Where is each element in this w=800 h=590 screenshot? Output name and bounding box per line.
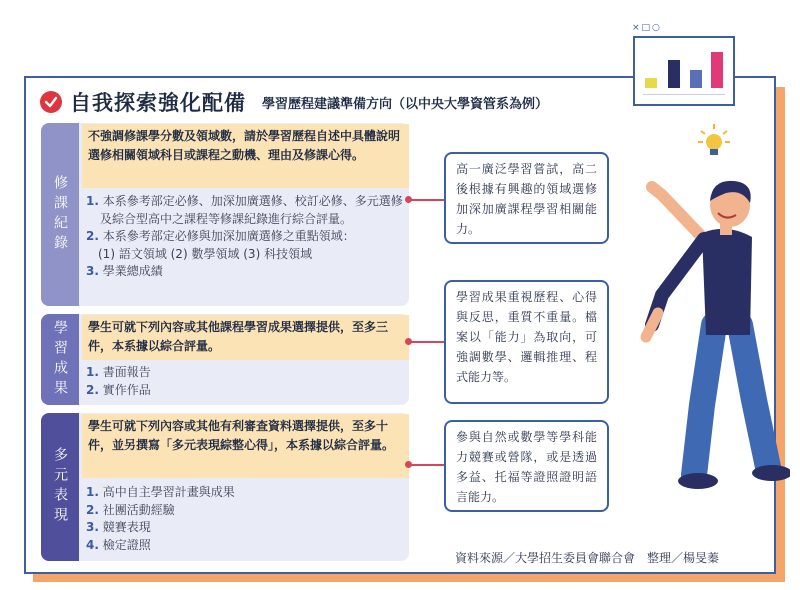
section-tab (41, 413, 79, 561)
item-text: 書面報告 (102, 365, 151, 379)
section-items (86, 364, 404, 399)
item-text: 檢定證照 (102, 537, 151, 552)
item-number: 1. (86, 194, 99, 208)
list-item (86, 228, 404, 246)
item-text: 本系參考部定必修與加深加廣選修之重點領域： (102, 229, 355, 243)
list-item (86, 193, 404, 228)
list-item (86, 502, 404, 520)
section-items (86, 193, 404, 281)
item-text: 高中自主學習計畫與成果 (102, 485, 235, 499)
item-number: 2. (86, 229, 99, 243)
list-item (86, 263, 404, 281)
connector-line (410, 341, 445, 343)
callout-box: 高一廣泛學習嘗試，高二後根據有興趣的領域選修加深加廣課程學習相關能力。 (444, 152, 609, 244)
person-illustration (622, 175, 790, 495)
item-text: 競賽表現 (102, 520, 151, 534)
connector-line (410, 464, 445, 466)
item-text: 實作作品 (102, 382, 151, 397)
monitor-bar-pink (711, 52, 723, 88)
item-number: 4. (86, 537, 99, 552)
monitor-bar-yellow (645, 78, 657, 88)
item-text: (1) 語文領域 (2) 數學領域 (3) 科技領域 (98, 246, 313, 261)
item-text: 學業總成績 (102, 264, 163, 278)
item-number: 1. (86, 365, 99, 379)
page-subtitle: 學習歷程建議準備方向（以中央大學資管系為例） (262, 96, 549, 112)
title-row (40, 88, 548, 116)
window-controls: ×□○ (632, 23, 662, 33)
page-title: 自我探索強化配備 (70, 91, 246, 115)
list-item (86, 364, 404, 382)
list-item (86, 537, 404, 555)
callout-box: 學習成果重視歷程、心得與反思，重質不重量。檔案以「能力」為取向，可強調數學、邏輯推理、程式能力等。 (444, 280, 609, 404)
section-items (86, 484, 404, 554)
check-icon (40, 91, 62, 113)
list-item (86, 484, 404, 502)
section-tab (41, 123, 79, 306)
lightbulb-icon (696, 122, 732, 162)
section-tab-label: 學習成果 (52, 319, 68, 400)
connector-line (410, 199, 445, 201)
list-item (86, 382, 404, 400)
item-text: 本系參考部定必修、加深加廣選修、校訂必修、多元選修及綜合型高中之課程等修課紀錄進行綜合評量。 (100, 194, 403, 226)
monitor-bar-blue (690, 70, 702, 88)
section-tab (41, 314, 79, 405)
section-highlight: 不強調修課學分數及領域數，請於學習歷程自述中具體說明選修相關領域科目或課程之動機、理由及修課心得。 (82, 124, 409, 188)
section-tab-label: 修課紀錄 (52, 174, 68, 255)
item-text: 社團活動經驗 (102, 502, 175, 517)
monitor-bar-navy (668, 60, 680, 88)
section-highlight: 學生可就下列內容或其他課程學習成果選擇提供，至多三件，本系據以綜合評量。 (82, 315, 409, 360)
chart-monitor-illustration (633, 36, 735, 106)
item-number: 1. (86, 485, 99, 499)
item-number: 3. (86, 520, 99, 534)
source-credit: 資料來源／大學招生委員會聯合會 整理／楊旻蓁 (455, 551, 720, 565)
monitor-baseline (643, 94, 725, 95)
item-number: 2. (86, 382, 99, 397)
item-number: 2. (86, 502, 99, 517)
list-item (86, 246, 404, 264)
section-highlight: 學生可就下列內容或其他有利審查資料選擇提供，至多十件，並另撰寫「多元表現綜整心得」，本系據以綜合評量。 (82, 414, 409, 478)
list-item (86, 519, 404, 537)
item-number: 3. (86, 264, 99, 278)
callout-box: 參與自然或數學等學科能力競賽或營隊，或是透過多益、托福等證照證明語言能力。 (444, 420, 609, 512)
section-tab-label: 多元表現 (52, 447, 68, 527)
